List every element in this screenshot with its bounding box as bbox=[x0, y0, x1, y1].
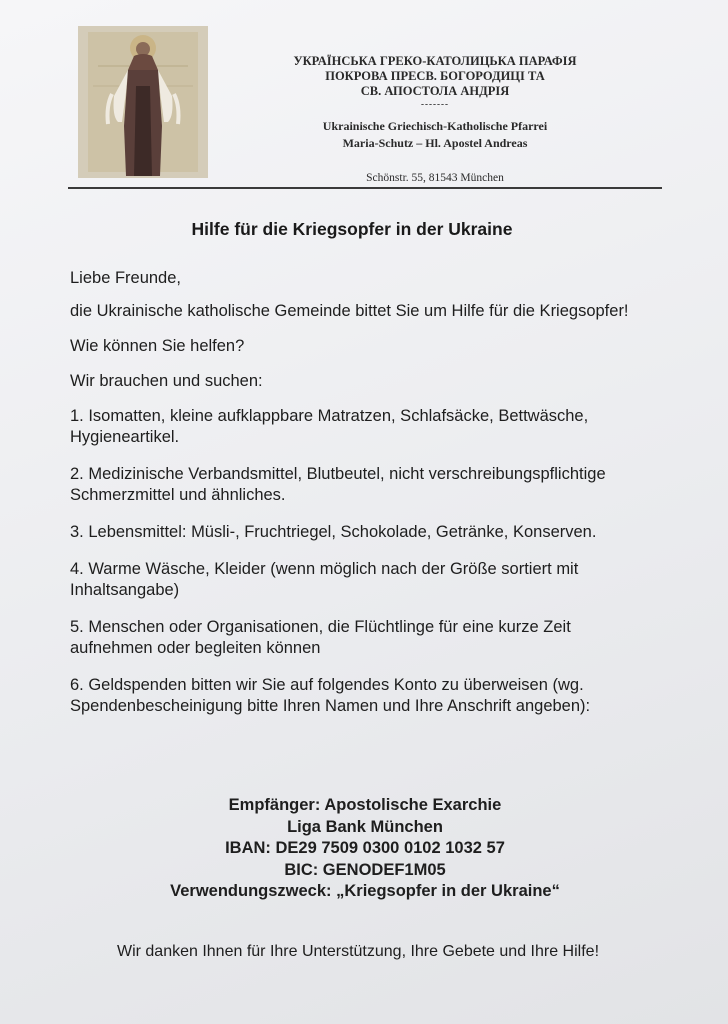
list-item: 1. Isomatten, kleine aufklappbare Matratzen, Schlafsäcke, Bettwäsche, Hygieneartikel. bbox=[70, 407, 589, 446]
question-line: Wie können Sie helfen? bbox=[70, 337, 245, 355]
letterhead-separator: ------- bbox=[421, 99, 449, 109]
list-item: 6. Geldspenden bitten wir Sie auf folgendes Konto zu überweisen (wg. Spendenbescheinigung bitte Ihren Namen und Ihre Anschrift angeben): bbox=[70, 676, 591, 715]
list-item: 2. Medizinische Verbandsmittel, Blutbeutel, nicht verschreibungspflichtige Schmerzmittel und ähnliches. bbox=[70, 465, 606, 504]
list-item: 3. Lebensmittel: Müsli-, Fruchtriegel, Schokolade, Getränke, Konserven. bbox=[70, 523, 597, 541]
letterhead-ukrainian-line-1: УКРАЇНСЬКА ГРЕКО-КАТОЛИЦЬКА ПАРАФІЯ bbox=[293, 54, 577, 68]
intro-paragraph: die Ukrainische katholische Gemeinde bittet Sie um Hilfe für die Kriegsopfer! bbox=[70, 302, 629, 320]
bank-name: Liga Bank München bbox=[287, 817, 443, 836]
needs-heading: Wir brauchen und suchen: bbox=[70, 372, 263, 390]
closing-line: Wir danken Ihnen für Ihre Unterstützung, Ihre Gebete und Ihre Hilfe! bbox=[116, 943, 600, 960]
madonna-icon-image bbox=[78, 26, 208, 178]
letterhead-ukrainian-line-3: СВ. АПОСТОЛА АНДРІЯ bbox=[360, 84, 510, 98]
letterhead-ukrainian-line-2: ПОКРОВА ПРЕСВ. БОГОРОДИЦІ ТА bbox=[325, 69, 545, 83]
header-divider bbox=[68, 187, 662, 189]
list-item: 4. Warme Wäsche, Kleider (wenn möglich nach der Größe sortiert mit Inhaltsangabe) bbox=[70, 560, 579, 599]
parish-address: Schönstr. 55, 81543 München bbox=[366, 172, 504, 184]
letter-title: Hilfe für die Kriegsopfer in der Ukraine bbox=[191, 219, 513, 239]
parish-letterhead bbox=[250, 54, 620, 152]
letter-body bbox=[70, 268, 650, 733]
bank-details bbox=[100, 795, 630, 903]
bank-purpose: Verwendungszweck: „Kriegsopfer in der Ukraine“ bbox=[170, 882, 560, 900]
letterhead-german-line-1: Ukrainische Griechisch-Katholische Pfarrei bbox=[322, 119, 548, 133]
bank-iban: IBAN: DE29 7509 0300 0102 1032 57 bbox=[225, 839, 505, 857]
bank-recipient: Empfänger: Apostolische Exarchie bbox=[228, 796, 502, 814]
greeting: Liebe Freunde, bbox=[70, 269, 181, 287]
bank-bic: BIC: GENODEF1M05 bbox=[284, 860, 446, 879]
letterhead-german-line-2: Maria-Schutz – Hl. Apostel Andreas bbox=[342, 136, 528, 150]
list-item: 5. Menschen oder Organisationen, die Flüchtlinge für eine kurze Zeit aufnehmen oder begleiten können bbox=[70, 618, 571, 657]
